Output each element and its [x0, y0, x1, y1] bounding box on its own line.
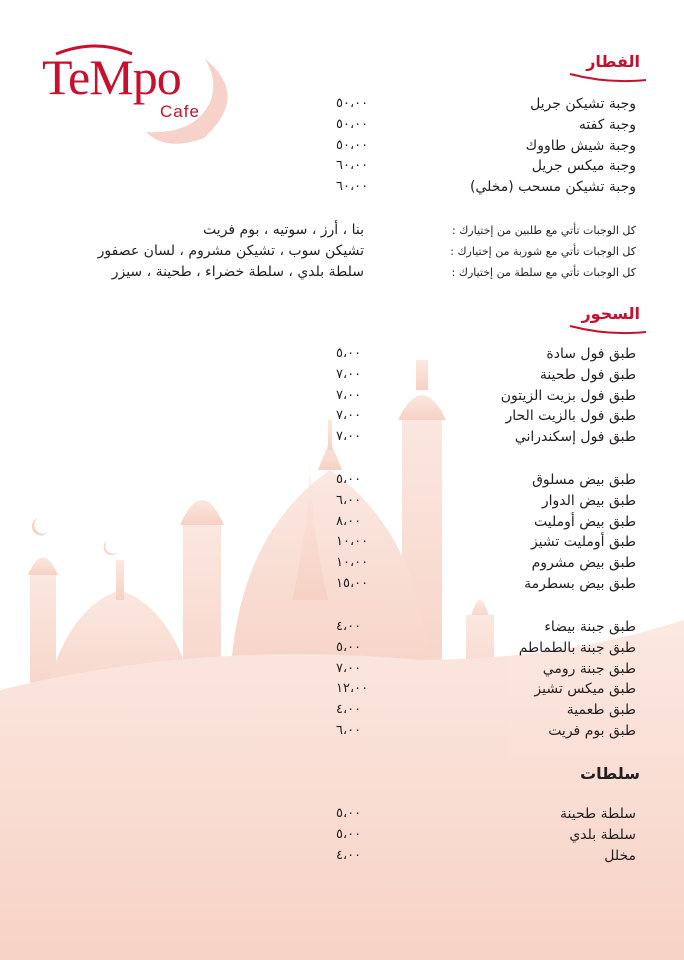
item-price: ٧،٠٠	[336, 660, 362, 676]
item-price: ٧،٠٠	[336, 408, 362, 424]
meal-note-soup	[0, 243, 684, 263]
menu-row	[0, 848, 684, 869]
item-name: طبق بوم فريت	[548, 722, 636, 739]
menu-row	[0, 619, 684, 640]
note-label: كل الوجبات تأتي مع طلبين من إختيارك :	[452, 224, 636, 237]
menu-row	[0, 723, 684, 744]
item-name: طبق جبنة رومي	[542, 660, 636, 677]
title-underline-swoosh-icon	[568, 322, 648, 336]
item-price: ٧،٠٠	[336, 366, 362, 382]
item-price: ١٠،٠٠	[336, 534, 369, 550]
title-underline-swoosh-icon	[568, 70, 648, 84]
item-name: طبق بيض الدوار	[541, 492, 636, 509]
item-name: مخلل	[604, 847, 636, 864]
item-price: ٤،٠٠	[336, 619, 362, 634]
item-name: طبق فول سادة	[546, 346, 636, 362]
section-title-suhoor: السحور	[581, 304, 640, 323]
item-price: ٧،٠٠	[336, 387, 362, 403]
item-name: طبق بيض مشروم	[531, 555, 636, 572]
meal-note-sides	[0, 222, 684, 242]
logo-wordmark: TeMpo	[42, 49, 181, 105]
item-price: ٥،٠٠	[336, 639, 362, 655]
suhoor-eggs-list	[0, 472, 684, 597]
item-price: ١٥،٠٠	[336, 575, 369, 591]
item-price: ٥٠،٠٠	[336, 137, 369, 153]
menu-row	[0, 514, 684, 535]
item-price: ٨،٠٠	[336, 513, 362, 529]
menu-row	[0, 661, 684, 682]
item-name: طبق بيض بسطرمة	[524, 575, 636, 592]
item-name: سلطة بلدي	[569, 826, 636, 843]
menu-row	[0, 493, 684, 514]
item-price: ٥،٠٠	[336, 472, 362, 487]
item-name: طبق جبنة بيضاء	[544, 619, 636, 635]
item-name: وجبة كفته	[578, 116, 636, 133]
menu-row	[0, 534, 684, 555]
menu-row	[0, 367, 684, 388]
item-name: طبق فول إسكندراني	[514, 429, 636, 446]
item-name: وجبة شيش طاووك	[525, 137, 636, 154]
item-name: طبق فول بالزيت الحار	[505, 408, 636, 425]
menu-row	[0, 827, 684, 848]
item-name: طبق بيض أومليت	[534, 513, 636, 530]
item-price: ٤،٠٠	[336, 702, 362, 718]
note-label: كل الوجبات تأتي مع شوربة من إختيارك :	[450, 245, 636, 258]
item-name: وجبة تشيكن مسحب (مخلي)	[469, 179, 636, 196]
menu-row	[0, 640, 684, 661]
menu-row	[0, 346, 684, 367]
item-name: طبق بيض مسلوق	[532, 472, 636, 488]
menu-row	[0, 388, 684, 409]
menu-row	[0, 429, 684, 450]
item-price: ٥،٠٠	[336, 806, 362, 821]
menu-row	[0, 408, 684, 429]
meal-note-salad	[0, 264, 684, 284]
item-price: ٥٠،٠٠	[336, 116, 369, 132]
menu-row	[0, 158, 684, 179]
item-name: طبق طعمية	[566, 702, 636, 719]
menu-row	[0, 681, 684, 702]
menu-row	[0, 806, 684, 827]
note-options: بنا ، أرز ، سوتيه ، بوم فريت	[203, 222, 364, 238]
menu-row	[0, 138, 684, 159]
item-price: ٦٠،٠٠	[336, 158, 369, 174]
item-name: سلطة طحينة	[560, 806, 636, 822]
menu-row	[0, 555, 684, 576]
note-options: سلطة بلدي ، سلطة خضراء ، طحينة ، سيزر	[111, 264, 364, 280]
item-name: وجبة ميكس جريل	[531, 158, 636, 175]
menu-row	[0, 117, 684, 138]
item-name: وجبة تشيكن جريل	[530, 96, 636, 112]
menu-row	[0, 472, 684, 493]
suhoor-cheese-list	[0, 619, 684, 744]
note-label: كل الوجبات تأتي مع سلطة من إختيارك :	[451, 266, 636, 279]
item-price: ٤،٠٠	[336, 847, 362, 863]
item-price: ٦،٠٠	[336, 722, 362, 738]
item-price: ٥،٠٠	[336, 826, 362, 842]
item-price: ٦،٠٠	[336, 492, 362, 508]
salads-list	[0, 806, 684, 868]
item-price: ١٠،٠٠	[336, 555, 369, 571]
menu-row	[0, 576, 684, 597]
item-name: طبق فول طحينة	[539, 366, 636, 383]
item-name: طبق جبنة بالطماطم	[518, 639, 636, 656]
item-price: ١٢،٠٠	[336, 681, 369, 697]
item-price: ٦٠،٠٠	[336, 179, 369, 195]
menu-row	[0, 96, 684, 117]
logo-subtitle: Cafe	[160, 102, 200, 121]
item-price: ٥٠،٠٠	[336, 96, 369, 111]
note-options: تشيكن سوب ، تشيكن مشروم ، لسان عصفور	[97, 243, 364, 259]
section-title-salads: سلطات	[580, 764, 640, 783]
item-name: طبق ميكس تشيز	[534, 681, 636, 698]
item-price: ٧،٠٠	[336, 429, 362, 445]
suhoor-foul-list	[0, 346, 684, 450]
item-price: ٥،٠٠	[336, 346, 362, 361]
menu-row	[0, 179, 684, 200]
item-name: طبق فول بزيت الزيتون	[500, 387, 636, 404]
iftar-menu-list	[0, 96, 684, 200]
item-name: طبق أومليت تشيز	[530, 534, 636, 551]
menu-row	[0, 702, 684, 723]
section-title-iftar: الفطار	[586, 52, 640, 71]
